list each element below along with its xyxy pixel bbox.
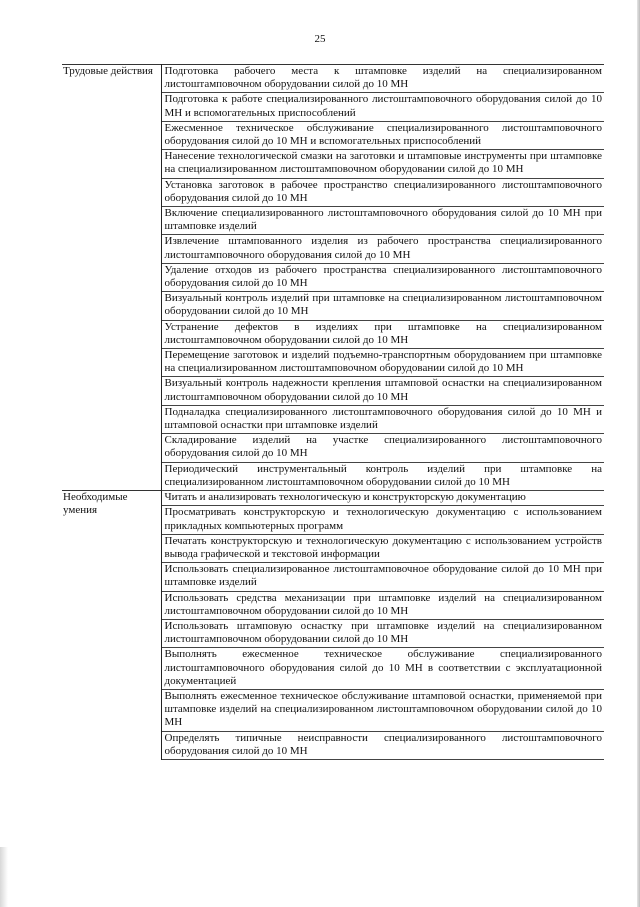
table-cell-item: Устранение дефектов в изделиях при штамповке на специализированном листоштамповочном оборудовании силой до 10 МН [161, 320, 604, 348]
table-cell-item: Включение специализированного листоштамповочного оборудования силой до 10 МН при штамповке изделий [161, 207, 604, 235]
table-cell-item: Ежесменное техническое обслуживание специализированного листоштамповочного оборудования силой до 10 МН и вспомогательных приспособлений [161, 121, 604, 149]
table-cell-item: Просматривать конструкторскую и технологическую документацию с использованием прикладных компьютерных программ [161, 506, 604, 534]
table-cell-item: Визуальный контроль надежности крепления штамповой оснастки на специализированном листоштамповочном оборудовании силой до 10 МН [161, 377, 604, 405]
table-cell-item: Выполнять ежесменное техническое обслуживание специализированного листоштамповочного оборудования силой до 10 МН в соответствии с эксплуатационной документацией [161, 648, 604, 690]
table-cell-item: Подготовка к работе специализированного листоштамповочного оборудования силой до 10 МН и вспомогательных приспособлений [161, 93, 604, 121]
table-cell-item: Визуальный контроль изделий при штамповке на специализированном листоштамповочном оборудовании силой до 10 МН [161, 292, 604, 320]
table-cell-item: Использовать штамповую оснастку при штамповке изделий на специализированном листоштамповочном оборудовании силой до 10 МН [161, 619, 604, 647]
table-cell-item: Печатать конструкторскую и технологическую документацию с использованием устройств вывода графической и текстовой информации [161, 534, 604, 562]
table-cell-item: Нанесение технологической смазки на заготовки и штамповые инструменты при штамповке на специализированном листоштамповочном оборудовании силой до 10 МН [161, 150, 604, 178]
table-cell-item: Перемещение заготовок и изделий подъемно-транспортным оборудованием при штамповке на специализированном листоштамповочном оборудовании силой до 10 МН [161, 349, 604, 377]
table-cell-item: Складирование изделий на участке специализированного листоштамповочного оборудования силой до 10 МН [161, 434, 604, 462]
table-cell-item: Использовать специализированное листоштамповочное оборудование силой до 10 МН при штамповке изделий [161, 563, 604, 591]
table-cell-item: Удаление отходов из рабочего пространства специализированного листоштамповочного оборудования силой до 10 МН [161, 263, 604, 291]
qualification-table [62, 64, 604, 760]
table-row [62, 491, 604, 506]
table-cell-item: Установка заготовок в рабочее пространство специализированного листоштамповочного оборудования силой до 10 МН [161, 178, 604, 206]
table-cell-item: Подналадка специализированного листоштамповочного оборудования силой до 10 МН и штамповой оснастки при штамповке изделий [161, 405, 604, 433]
scan-corner-shadow [0, 847, 8, 907]
table-cell-item: Использовать средства механизации при штамповке изделий на специализированном листоштамповочном оборудовании силой до 10 МН [161, 591, 604, 619]
page-number: 25 [314, 33, 326, 45]
table-cell-item: Периодический инструментальный контроль изделий при штамповке на специализированном листоштамповочном оборудовании силой до 10 МН [161, 462, 604, 490]
table-cell-item: Извлечение штампованного изделия из рабочего пространства специализированного листоштамповочного оборудования силой до 10 МН [161, 235, 604, 263]
table-cell-item: Подготовка рабочего места к штамповке изделий на специализированном листоштамповочном оборудовании силой до 10 МН [161, 65, 604, 93]
table-cell-item: Выполнять ежесменное техническое обслуживание штамповой оснастки, применяемой при штамповке изделий на специализированном листоштамповочном оборудовании силой до 10 МН [161, 689, 604, 731]
section-label-required-skills: Необходимые умения [62, 491, 161, 760]
table-cell-item: Читать и анализировать технологическую и конструкторскую документацию [161, 491, 604, 506]
section-label-labor-actions: Трудовые действия [62, 65, 161, 491]
table-cell-item: Определять типичные неисправности специализированного листоштамповочного оборудования силой до 10 МН [161, 731, 604, 759]
table-row [62, 65, 604, 93]
